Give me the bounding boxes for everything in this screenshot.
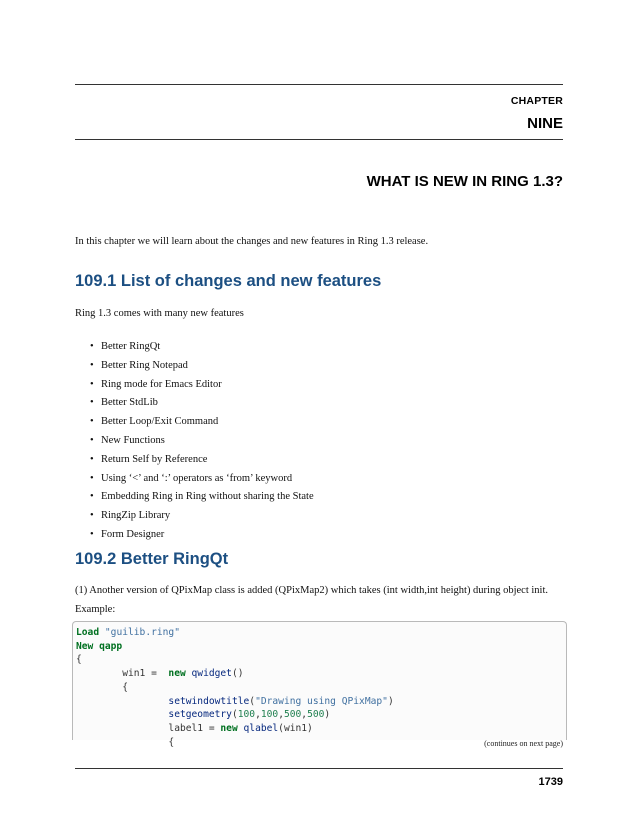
list-item: • New Functions (90, 434, 165, 446)
ringqt-paragraph: (1) Another version of QPixMap class is added (QPixMap2) which takes (int width,int height) during object init. (75, 585, 549, 596)
list-item: • Using ‘<’ and ‘:’ operators as ‘from’ keyword (90, 472, 293, 484)
code-listing (76, 626, 394, 749)
section-heading-ringqt: 109.2 Better RingQt (75, 550, 229, 568)
section-heading-changes: 109.1 List of changes and new features (75, 272, 382, 290)
example-label: Example: (75, 604, 116, 615)
bullet-icon: • (90, 472, 94, 484)
code-line: { (76, 736, 175, 748)
list-item: • Form Designer (90, 528, 165, 540)
intro-paragraph: In this chapter we will learn about the changes and new features in Ring 1.3 release. (75, 236, 429, 247)
list-item: • Ring mode for Emacs Editor (90, 378, 222, 390)
bullet-icon: • (90, 510, 94, 522)
code-line: { (76, 681, 128, 693)
list-item: • Better Loop/Exit Command (90, 416, 219, 428)
code-line: win1 = new qwidget() (76, 668, 244, 680)
footer-rule (75, 768, 563, 769)
chapter-label: CHAPTER (510, 95, 563, 107)
list-item: • Better Ring Notepad (90, 359, 188, 371)
bullet-icon: • (90, 397, 94, 409)
list-item: • Return Self by Reference (90, 453, 208, 465)
code-line: Load "guilib.ring" (76, 627, 180, 638)
continues-note: (continues on next page) (484, 739, 563, 748)
page-number: 1739 (538, 776, 563, 788)
bullet-icon: • (90, 378, 94, 390)
chapter-number: NINE (527, 115, 563, 132)
bullet-icon: • (90, 434, 94, 446)
bullet-icon: • (90, 341, 94, 352)
chapter-title: WHAT IS NEW IN RING 1.3? (366, 173, 563, 190)
list-item: • Better RingQt (90, 341, 161, 352)
bullet-icon: • (90, 453, 94, 465)
bullet-icon: • (90, 359, 94, 371)
bullet-icon: • (90, 491, 94, 503)
code-line: setwindowtitle("Drawing using QPixMap") (168, 695, 394, 707)
bullet-icon: • (90, 528, 94, 540)
chapter-bottom-rule (75, 139, 563, 140)
code-line: { (76, 654, 82, 666)
code-line: setgeometry(100,100,500,500) (168, 709, 331, 721)
code-line: label1 = new qlabel(win1) (76, 722, 313, 734)
code-line: New qapp (76, 640, 123, 652)
bullet-icon: • (90, 416, 94, 428)
feature-list (90, 340, 314, 547)
chapter-top-rule (75, 84, 563, 85)
list-item: • RingZip Library (90, 510, 171, 522)
list-item: • Better StdLib (90, 397, 158, 409)
list-item: • Embedding Ring in Ring without sharing the State (90, 491, 314, 503)
section-lead: Ring 1.3 comes with many new features (75, 308, 244, 319)
